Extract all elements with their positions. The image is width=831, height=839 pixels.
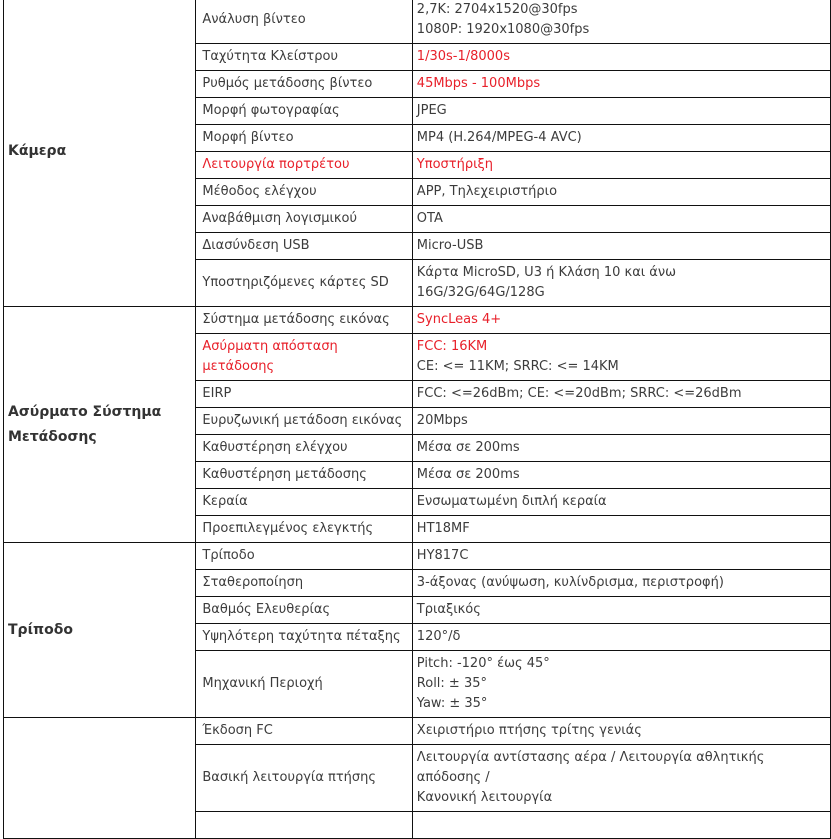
- spec-name: Ανάλυση βίντεο: [196, 0, 412, 44]
- spec-name: Ασύρματη απόσταση μετάδοσης: [196, 334, 412, 381]
- section-category-line: Τρίποδο: [8, 621, 73, 638]
- section-category: [4, 0, 196, 307]
- spec-name: Καθυστέρηση ελέγχου: [196, 435, 412, 462]
- spec-value: [412, 651, 830, 718]
- spec-value: [412, 489, 830, 516]
- spec-value: [412, 44, 830, 71]
- spec-name: Ταχύτητα Κλείστρου: [196, 44, 412, 71]
- spec-value: [412, 307, 830, 334]
- spec-value: [412, 624, 830, 651]
- spec-value-line: APP, Τηλεχειριστήριο: [416, 184, 558, 199]
- spec-value-line: 1080P: 1920x1080@30fps: [416, 22, 590, 37]
- spec-value-line: Yaw: ± 35°: [416, 696, 488, 711]
- spec-value: [412, 152, 830, 179]
- spec-name: Σύστημα μετάδοσης εικόνας: [196, 307, 412, 334]
- spec-value: [412, 812, 830, 839]
- spec-value-line: HY817C: [416, 548, 469, 563]
- spec-name: Υποστηριζόμενες κάρτες SD: [196, 260, 412, 307]
- spec-value-line: 20Mbps: [416, 413, 468, 428]
- spec-value: [412, 408, 830, 435]
- spec-name: Διασύνδεση USB: [196, 233, 412, 260]
- spec-value: [412, 597, 830, 624]
- spec-value: [412, 435, 830, 462]
- spec-value-line: 2,7K: 2704x1520@30fps: [416, 2, 578, 17]
- section-category: [4, 718, 196, 839]
- spec-name: Βαθμός Ελευθερίας: [196, 597, 412, 624]
- spec-name: Μηχανική Περιοχή: [196, 651, 412, 718]
- spec-value: [412, 125, 830, 152]
- spec-value-line: SyncLeas 4+: [416, 312, 502, 327]
- spec-value: [412, 516, 830, 543]
- spec-value: [412, 233, 830, 260]
- spec-value-line: MP4 (H.264/MPEG-4 AVC): [416, 130, 582, 145]
- spec-name: Ρυθμός μετάδοσης βίντεο: [196, 71, 412, 98]
- spec-table-body: [4, 0, 831, 839]
- spec-value-line: CE: <= 11KM; SRRC: <= 14KM: [416, 359, 619, 374]
- spec-value-line: Μέσα σε 200ms: [416, 467, 520, 482]
- spec-name: Αναβάθμιση λογισμικού: [196, 206, 412, 233]
- spec-value: [412, 570, 830, 597]
- spec-value-line: OTA: [416, 211, 443, 226]
- spec-value-line: Χειριστήριο πτήσης τρίτης γενιάς: [416, 723, 642, 738]
- spec-row: [4, 0, 831, 44]
- spec-value-line: Λειτουργία αντίστασης αέρα / Λειτουργία αθλητικής απόδοσης /: [416, 750, 765, 785]
- spec-value-line: JPEG: [416, 103, 447, 118]
- section-category-line: Μετάδοσης: [8, 428, 97, 445]
- spec-row: [4, 718, 831, 745]
- spec-value: [412, 71, 830, 98]
- spec-name: Μορφή βίντεο: [196, 125, 412, 152]
- spec-value: [412, 718, 830, 745]
- spec-table: [3, 0, 831, 839]
- section-category: [4, 307, 196, 543]
- spec-value-line: 16G/32G/64G/128G: [416, 285, 545, 300]
- spec-value-line: Κάρτα MicroSD, U3 ή Κλάση 10 και άνω: [416, 265, 677, 280]
- spec-name: Κεραία: [196, 489, 412, 516]
- spec-value-line: Ενσωματωμένη διπλή κεραία: [416, 494, 607, 509]
- spec-value-line: [417, 815, 824, 835]
- spec-name: EIRP: [196, 381, 412, 408]
- spec-row: [4, 543, 831, 570]
- spec-name: Σταθεροποίηση: [196, 570, 412, 597]
- spec-value-line: Τριαξικός: [416, 602, 481, 617]
- spec-value: [412, 179, 830, 206]
- spec-value: [412, 334, 830, 381]
- spec-value: [412, 260, 830, 307]
- spec-value-line: HT18MF: [416, 521, 470, 536]
- spec-value-line: Roll: ± 35°: [416, 676, 488, 691]
- spec-name: Βασική λειτουργία πτήσης: [196, 745, 412, 812]
- spec-name: Προεπιλεγμένος ελεγκτής: [196, 516, 412, 543]
- section-category-line: Κάμερα: [8, 143, 67, 159]
- spec-name: Μορφή φωτογραφίας: [196, 98, 412, 125]
- spec-name: Λειτουργία πορτρέτου: [196, 152, 412, 179]
- spec-row: [4, 307, 831, 334]
- spec-name: [196, 812, 412, 839]
- spec-value-line: Micro-USB: [416, 238, 484, 253]
- section-category: [4, 543, 196, 718]
- section-category-line: Ασύρματο Σύστημα: [8, 403, 162, 420]
- spec-value-line: Κανονική λειτουργία: [416, 790, 553, 805]
- spec-value: [412, 206, 830, 233]
- spec-name: Μέθοδος ελέγχου: [196, 179, 412, 206]
- spec-value: [412, 543, 830, 570]
- spec-value: [412, 381, 830, 408]
- spec-value-line: FCC: 16KM: [416, 339, 488, 354]
- spec-name: Καθυστέρηση μετάδοσης: [196, 462, 412, 489]
- spec-value: [412, 745, 830, 812]
- spec-name: Ευρυζωνική μετάδοση εικόνας: [196, 408, 412, 435]
- spec-value-line: 3-άξονας (ανύψωση, κυλίνδρισμα, περιστροφή): [416, 575, 724, 590]
- spec-value-line: 1/30s-1/8000s: [416, 49, 510, 64]
- spec-value: [412, 0, 830, 44]
- spec-value-line: Μέσα σε 200ms: [416, 440, 520, 455]
- spec-value: [412, 462, 830, 489]
- spec-value-line: 45Mbps - 100Mbps: [416, 76, 541, 91]
- spec-value-line: FCC: <=26dBm; CE: <=20dBm; SRRC: <=26dBm: [416, 386, 742, 401]
- spec-value: [412, 98, 830, 125]
- spec-name: Τρίποδο: [196, 543, 412, 570]
- spec-name: Υψηλότερη ταχύτητα πέταξης: [196, 624, 412, 651]
- spec-value-line: Pitch: -120° έως 45°: [416, 656, 550, 671]
- spec-value-line: Υποστήριξη: [416, 157, 493, 172]
- spec-name: Έκδοση FC: [196, 718, 412, 745]
- spec-value-line: 120°/δ: [416, 629, 461, 644]
